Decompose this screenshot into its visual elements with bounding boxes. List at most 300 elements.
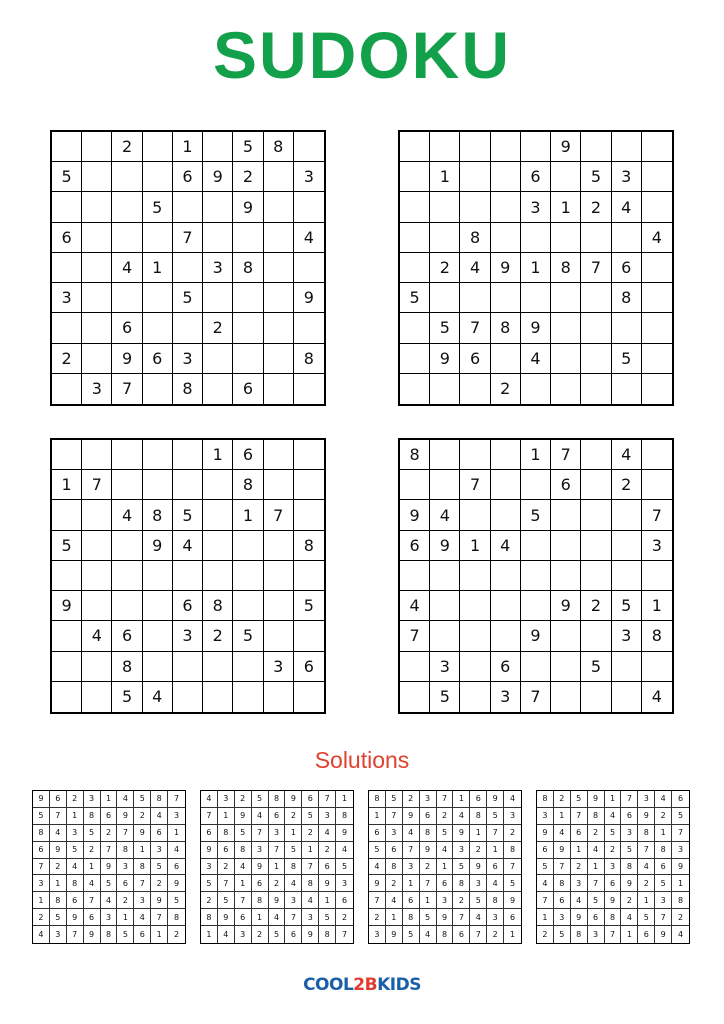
sudoku-cell: 8 (84, 808, 101, 825)
sudoku-cell: 6 (269, 808, 286, 825)
sudoku-cell (521, 591, 551, 621)
sudoku-cell (294, 192, 324, 222)
sudoku-cell (173, 440, 203, 470)
sudoku-cell: 3 (470, 875, 487, 892)
sudoku-cell: 8 (403, 909, 420, 926)
sudoku-cell: 6 (117, 875, 134, 892)
sudoku-cell: 2 (638, 875, 655, 892)
sudoku-cell: 2 (571, 859, 588, 876)
sudoku-cell (203, 682, 233, 712)
sudoku-cell: 8 (491, 313, 521, 343)
sudoku-cell: 2 (203, 621, 233, 651)
sudoku-cell: 1 (151, 926, 168, 943)
sudoku-cell: 3 (294, 162, 324, 192)
sudoku-cell: 6 (302, 791, 319, 808)
sudoku-cell (400, 223, 430, 253)
sudoku-cell: 7 (554, 859, 571, 876)
sudoku-cell: 1 (672, 875, 689, 892)
sudoku-cell: 5 (52, 531, 82, 561)
sudoku-cell: 2 (252, 926, 269, 943)
sudoku-cell (82, 591, 112, 621)
sudoku-cell: 1 (218, 808, 235, 825)
sudoku-cell (400, 132, 430, 162)
sudoku-cell: 6 (487, 859, 504, 876)
sudoku-cell: 2 (233, 162, 263, 192)
sudoku-cell: 7 (638, 842, 655, 859)
sudoku-cell: 4 (642, 223, 672, 253)
sudoku-cell: 3 (84, 791, 101, 808)
sudoku-cell: 6 (460, 344, 490, 374)
sudoku-cell: 3 (403, 859, 420, 876)
sudoku-cell (143, 440, 173, 470)
sudoku-cell: 7 (386, 808, 403, 825)
sudoku-cell: 5 (537, 859, 554, 876)
sudoku-cell: 7 (369, 892, 386, 909)
sudoku-cell (400, 374, 430, 404)
sudoku-cell: 8 (151, 791, 168, 808)
sudoku-cell (642, 192, 672, 222)
sudoku-cell: 8 (264, 132, 294, 162)
sudoku-cell (642, 652, 672, 682)
sudoku-cell: 4 (294, 223, 324, 253)
sudoku-cell: 1 (554, 808, 571, 825)
sudoku-cell: 8 (453, 875, 470, 892)
sudoku-cell (551, 531, 581, 561)
sudoku-cell: 1 (605, 791, 622, 808)
sudoku-cell: 1 (173, 132, 203, 162)
sudoku-cell: 5 (143, 192, 173, 222)
sudoku-cell: 7 (470, 926, 487, 943)
sudoku-cell: 5 (233, 132, 263, 162)
sudoku-cell: 7 (460, 470, 490, 500)
logo-text-kids: KIDS (377, 975, 421, 995)
sudoku-cell (581, 621, 611, 651)
sudoku-cell (294, 621, 324, 651)
sudoku-cell: 9 (571, 909, 588, 926)
sudoku-cell: 9 (235, 808, 252, 825)
sudoku-cell (173, 192, 203, 222)
sudoku-cell: 4 (67, 859, 84, 876)
sudoku-cell: 8 (470, 808, 487, 825)
sudoku-cell (264, 591, 294, 621)
sudoku-cell: 6 (369, 825, 386, 842)
sudoku-cell: 5 (336, 859, 353, 876)
sudoku-cell: 3 (134, 892, 151, 909)
sudoku-cell: 2 (285, 808, 302, 825)
sudoku-cell: 4 (605, 808, 622, 825)
sudoku-cell: 5 (430, 313, 460, 343)
sudoku-cell: 8 (117, 842, 134, 859)
sudoku-cell: 5 (621, 842, 638, 859)
sudoku-cell: 3 (101, 909, 118, 926)
sudoku-cell: 8 (112, 652, 142, 682)
sudoku-cell (551, 344, 581, 374)
sudoku-cell (460, 162, 490, 192)
sudoku-cell: 2 (487, 926, 504, 943)
sudoku-cell: 5 (672, 808, 689, 825)
sudoku-cell: 2 (655, 808, 672, 825)
sudoku-cell (460, 561, 490, 591)
sudoku-cell: 5 (302, 808, 319, 825)
sudoku-cell (143, 162, 173, 192)
sudoku-cell: 6 (233, 374, 263, 404)
sudoku-cell (52, 192, 82, 222)
sudoku-cell: 2 (537, 926, 554, 943)
sudoku-cell (143, 374, 173, 404)
sudoku-cell: 7 (134, 875, 151, 892)
sudoku-cell (82, 344, 112, 374)
sudoku-cell: 4 (235, 859, 252, 876)
sudoku-cell (460, 682, 490, 712)
sudoku-cell: 3 (82, 374, 112, 404)
sudoku-cell (294, 253, 324, 283)
sudoku-cell: 3 (285, 892, 302, 909)
sudoku-cell: 7 (67, 926, 84, 943)
sudoku-cell (400, 313, 430, 343)
sudoku-cell (264, 440, 294, 470)
sudoku-cell: 9 (52, 591, 82, 621)
sudoku-cell: 5 (504, 875, 521, 892)
sudoku-cell (551, 652, 581, 682)
sudoku-cell (551, 682, 581, 712)
sudoku-cell: 9 (269, 892, 286, 909)
sudoku-cell (143, 470, 173, 500)
sudoku-cell (112, 440, 142, 470)
sudoku-cell (460, 283, 490, 313)
sudoku-cell (82, 652, 112, 682)
sudoku-cell: 9 (504, 892, 521, 909)
sudoku-cell: 7 (302, 859, 319, 876)
sudoku-cell (521, 531, 551, 561)
sudoku-cell: 4 (117, 791, 134, 808)
sudoku-cell (581, 500, 611, 530)
sudoku-cell (642, 344, 672, 374)
sudoku-cell: 4 (612, 440, 642, 470)
sudoku-cell (612, 682, 642, 712)
sudoku-cell: 6 (420, 808, 437, 825)
sudoku-cell: 4 (218, 926, 235, 943)
sudoku-cell: 2 (430, 253, 460, 283)
sudoku-cell: 3 (203, 253, 233, 283)
sudoku-cell: 2 (504, 825, 521, 842)
sudoku-cell: 4 (491, 531, 521, 561)
sudoku-cell: 3 (642, 531, 672, 561)
sudoku-cell: 4 (319, 825, 336, 842)
sudoku-cell (612, 652, 642, 682)
sudoku-cell (400, 652, 430, 682)
sudoku-cell: 2 (203, 313, 233, 343)
sudoku-cell: 6 (235, 909, 252, 926)
sudoku-cell: 3 (235, 926, 252, 943)
sudoku-cell: 3 (571, 875, 588, 892)
sudoku-cell (521, 470, 551, 500)
sudoku-cell (52, 500, 82, 530)
sudoku-cell: 1 (510, 930, 516, 940)
sudoku-cell (233, 652, 263, 682)
sudoku-cell: 9 (403, 808, 420, 825)
sudoku-cell: 5 (52, 162, 82, 192)
sudoku-cell: 9 (252, 859, 269, 876)
sudoku-cell: 2 (201, 892, 218, 909)
sudoku-cell: 6 (168, 859, 185, 876)
sudoku-cell (264, 344, 294, 374)
sudoku-cell: 7 (235, 892, 252, 909)
sudoku-cell: 8 (605, 909, 622, 926)
sudoku-cell: 5 (319, 909, 336, 926)
sudoku-cell: 4 (554, 825, 571, 842)
sudoku-cell: 9 (430, 344, 460, 374)
sudoku-cell: 3 (621, 825, 638, 842)
sudoku-cell: 3 (386, 825, 403, 842)
sudoku-cell: 1 (420, 892, 437, 909)
sudoku-cell: 1 (453, 791, 470, 808)
sudoku-cell: 7 (551, 440, 581, 470)
sudoku-cell: 8 (101, 926, 118, 943)
sudoku-cell: 3 (554, 909, 571, 926)
sudoku-cell: 5 (400, 283, 430, 313)
sudoku-cell: 9 (554, 842, 571, 859)
sudoku-cell: 8 (386, 859, 403, 876)
sudoku-cell: 5 (430, 682, 460, 712)
sudoku-cell: 1 (235, 875, 252, 892)
sudoku-cell (233, 561, 263, 591)
sudoku-cell: 6 (233, 440, 263, 470)
sudoku-cell: 6 (470, 791, 487, 808)
sudoku-cell: 9 (453, 825, 470, 842)
sudoku-cell: 9 (151, 892, 168, 909)
sudoku-cell: 3 (168, 808, 185, 825)
sudoku-cell: 7 (252, 825, 269, 842)
sudoku-cell: 2 (52, 344, 82, 374)
sudoku-cell: 7 (173, 223, 203, 253)
sudoku-cell (460, 374, 490, 404)
sudoku-cell: 4 (33, 926, 50, 943)
sudoku-cell: 1 (437, 859, 454, 876)
sudoku-cell: 6 (537, 842, 554, 859)
sudoku-cell: 1 (430, 162, 460, 192)
sudoku-cell: 5 (581, 652, 611, 682)
sudoku-cell: 3 (264, 652, 294, 682)
sudoku-cell (112, 223, 142, 253)
sudoku-cell (460, 192, 490, 222)
sudoku-cell (551, 283, 581, 313)
sudoku-cell: 4 (285, 875, 302, 892)
sudoku-cell (581, 470, 611, 500)
sudoku-cell: 3 (336, 875, 353, 892)
sudoku-cell: 5 (235, 825, 252, 842)
sudoku-cell (264, 162, 294, 192)
sudoku-cell: 4 (151, 808, 168, 825)
sudoku-cell (264, 374, 294, 404)
sudoku-cell (173, 253, 203, 283)
sudoku-cell (82, 440, 112, 470)
sudoku-cell: 6 (84, 909, 101, 926)
sudoku-cell (112, 192, 142, 222)
sudoku-cell (203, 652, 233, 682)
sudoku-cell: 4 (269, 909, 286, 926)
sudoku-cell: 4 (201, 791, 218, 808)
sudoku-cell (400, 682, 430, 712)
sudoku-cell (642, 440, 672, 470)
sudoku-cell: 5 (369, 842, 386, 859)
sudoku-cell: 5 (134, 791, 151, 808)
sudoku-cell (173, 470, 203, 500)
sudoku-cell (551, 621, 581, 651)
sudoku-cell: 5 (581, 162, 611, 192)
sudoku-cell: 5 (50, 909, 67, 926)
sudoku-cell: 7 (588, 875, 605, 892)
sudoku-cell: 8 (400, 440, 430, 470)
sudoku-cell: 1 (369, 808, 386, 825)
sudoku-cell: 2 (554, 791, 571, 808)
sudoku-cell (642, 283, 672, 313)
sudoku-cell: 4 (336, 842, 353, 859)
sudoku-cell: 9 (621, 875, 638, 892)
sudoku-cell (233, 283, 263, 313)
sudoku-cell: 7 (504, 859, 521, 876)
sudoku-cell: 4 (612, 192, 642, 222)
sudoku-cell (52, 682, 82, 712)
sudoku-cell (294, 682, 324, 712)
sudoku-cell (233, 531, 263, 561)
sudoku-cell (581, 344, 611, 374)
sudoku-cell: 4 (588, 842, 605, 859)
sudoku-cell: 9 (294, 283, 324, 313)
sudoku-cell (173, 682, 203, 712)
sudoku-cell: 1 (551, 192, 581, 222)
sudoku-cell: 1 (52, 470, 82, 500)
sudoku-cell: 5 (612, 344, 642, 374)
sudoku-cell (430, 132, 460, 162)
sudoku-cell: 7 (571, 808, 588, 825)
sudoku-cell: 2 (50, 859, 67, 876)
sudoku-cell (173, 313, 203, 343)
sudoku-cell: 7 (342, 930, 348, 940)
sudoku-cell: 6 (112, 621, 142, 651)
sudoku-cell: 4 (537, 875, 554, 892)
sudoku-cell: 4 (678, 930, 684, 940)
sudoku-cell: 1 (319, 892, 336, 909)
sudoku-cell: 5 (33, 808, 50, 825)
sudoku-cell: 9 (430, 531, 460, 561)
sudoku-cell: 3 (420, 791, 437, 808)
sudoku-cell: 4 (173, 531, 203, 561)
sudoku-cell: 5 (437, 825, 454, 842)
sudoku-cell: 8 (252, 892, 269, 909)
sudoku-cell: 4 (400, 591, 430, 621)
sudoku-cell: 1 (117, 909, 134, 926)
sudoku-cell: 3 (50, 926, 67, 943)
sudoku-cell (294, 313, 324, 343)
sudoku-cell: 6 (52, 223, 82, 253)
sudoku-cell: 2 (134, 808, 151, 825)
sudoku-cell: 7 (521, 682, 551, 712)
sudoku-cell (173, 561, 203, 591)
sudoku-cell: 9 (672, 859, 689, 876)
sudoku-cell: 8 (655, 842, 672, 859)
sudoku-cell: 6 (112, 313, 142, 343)
sudoku-cell: 3 (437, 892, 454, 909)
sudoku-cell: 7 (50, 808, 67, 825)
sudoku-cell: 7 (319, 791, 336, 808)
sudoku-cell: 5 (521, 500, 551, 530)
sudoku-cell (233, 591, 263, 621)
sudoku-cell: 9 (521, 621, 551, 651)
sudoku-cell (143, 652, 173, 682)
sudoku-cell (112, 162, 142, 192)
sudoku-cell: 7 (400, 621, 430, 651)
sudoku-cell: 7 (151, 909, 168, 926)
sudoku-cell: 4 (638, 859, 655, 876)
sudoku-cell: 5 (571, 791, 588, 808)
sudoku-cell (294, 440, 324, 470)
sudoku-cell: 5 (84, 825, 101, 842)
sudoku-cell: 2 (151, 875, 168, 892)
sudoku-cell: 9 (143, 531, 173, 561)
sudoku-cell (82, 162, 112, 192)
sudoku-cell: 1 (134, 842, 151, 859)
sudoku-cell (491, 500, 521, 530)
sudoku-cell: 6 (612, 253, 642, 283)
sudoku-cell: 1 (269, 859, 286, 876)
sudoku-cell: 9 (551, 591, 581, 621)
sudoku-cell: 4 (621, 909, 638, 926)
sudoku-cell: 9 (386, 926, 403, 943)
sudoku-cell (143, 621, 173, 651)
sudoku-cell: 6 (571, 825, 588, 842)
sudoku-cell: 5 (285, 842, 302, 859)
sudoku-cell (521, 283, 551, 313)
sudoku-cell: 6 (386, 842, 403, 859)
sudoku-cell: 5 (453, 859, 470, 876)
sudoku-cell: 7 (655, 909, 672, 926)
sudoku-cell: 7 (84, 892, 101, 909)
sudoku-cell: 1 (201, 926, 218, 943)
sudoku-solution-4 (536, 790, 690, 944)
sudoku-cell: 7 (487, 825, 504, 842)
sudoku-cell: 8 (638, 825, 655, 842)
sudoku-cell (52, 621, 82, 651)
sudoku-cell: 1 (84, 859, 101, 876)
sudoku-cell: 6 (50, 791, 67, 808)
sudoku-cell: 9 (400, 500, 430, 530)
page-title: SUDOKU (212, 18, 511, 92)
sudoku-cell: 4 (521, 344, 551, 374)
sudoku-cell: 7 (403, 842, 420, 859)
sudoku-cell (264, 283, 294, 313)
sudoku-cell (143, 132, 173, 162)
sudoku-cell (143, 283, 173, 313)
sudoku-cell (612, 313, 642, 343)
sudoku-cell (264, 313, 294, 343)
sudoku-cell: 8 (612, 283, 642, 313)
sudoku-cell (612, 132, 642, 162)
sudoku-cell: 1 (50, 875, 67, 892)
sudoku-cell: 2 (302, 825, 319, 842)
sudoku-cell: 6 (201, 825, 218, 842)
sudoku-cell: 7 (201, 808, 218, 825)
sudoku-cell: 2 (117, 892, 134, 909)
sudoku-cell: 5 (67, 842, 84, 859)
sudoku-cell: 8 (551, 253, 581, 283)
sudoku-puzzle-4 (398, 438, 674, 714)
sudoku-cell: 3 (521, 192, 551, 222)
sudoku-cell (264, 531, 294, 561)
sudoku-cell: 9 (537, 825, 554, 842)
sudoku-cell: 1 (143, 253, 173, 283)
sudoku-cell: 5 (294, 591, 324, 621)
sudoku-cell (52, 253, 82, 283)
